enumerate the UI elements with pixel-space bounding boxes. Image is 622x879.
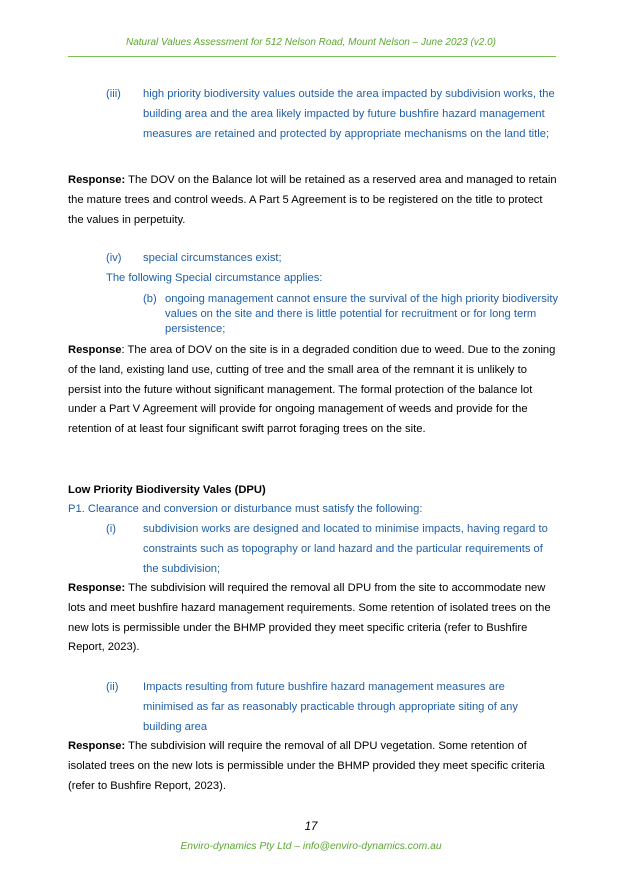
p1-criterion: P1. Clearance and conversion or disturbance must satisfy the following: (68, 503, 423, 515)
response-label: Response (68, 344, 122, 356)
header-rule (68, 56, 556, 57)
criterion-iii-number: (iii) (106, 88, 121, 100)
response-paragraph (68, 737, 558, 796)
page-footer: Enviro-dynamics Pty Ltd – info@enviro-dynamics.com.au (180, 841, 442, 852)
response-label: Response: (68, 174, 126, 186)
response-paragraph (68, 171, 558, 230)
response-text: The subdivision will require the removal of all DPU vegetation. Some retention of isolated trees on the new lots is permissible under the BHMP provided they meet specific criteria (refer to Bushfire Report, 2023). (68, 740, 545, 792)
response-paragraph (68, 579, 558, 658)
criterion-ii-text: Impacts resulting from future bushfire hazard management measures are minimised as far as reasonably practicable through appropriate siting of any building area (143, 681, 518, 733)
criterion-iv-text: special circumstances exist; (143, 252, 282, 264)
circumstance-b-number: (b) (143, 293, 157, 305)
criterion-ii-number: (ii) (106, 681, 119, 693)
criterion-i-number: (i) (106, 523, 116, 535)
criterion-i-text: subdivision works are designed and located to minimise impacts, having regard to constraints such as topography or land hazard and the particular requirements of the subdivision; (143, 523, 548, 575)
response-label: Response: (68, 740, 126, 752)
response-text: : The area of DOV on the site is in a degraded condition due to weed. Due to the zoning of the land, existing land use, cutting of tree and the small area of the remnant it is unlikely to persist into the future without significant management. The formal protection of the balance lot under a Part V Agreement will provide for ongoing management of weeds and provide for the retention of at least four significant swift parrot foraging trees on the site. (68, 344, 556, 436)
page-number: 17 (304, 821, 318, 833)
response-text: The DOV on the Balance lot will be retained as a reserved area and managed to retain the mature trees and control weeds. A Part 5 Agreement is to be registered on the title to protect the values in perpetuity. (68, 174, 557, 226)
criterion-iv-number: (iv) (106, 252, 122, 264)
section-heading: Low Priority Biodiversity Vales (DPU) (68, 484, 266, 496)
circumstance-b-text: ongoing management cannot ensure the survival of the high priority biodiversity values on the site and there is little potential for recruitment or for long term persistence; (165, 293, 559, 335)
page-header: Natural Values Assessment for 512 Nelson Road, Mount Nelson – June 2023 (v2.0) (125, 37, 496, 48)
response-paragraph (68, 341, 558, 440)
special-circumstance-intro: The following Special circumstance applies: (106, 272, 323, 284)
response-text: The subdivision will required the removal all DPU from the site to accommodate new lots and meet bushfire hazard management requirements. Some retention of isolated trees on the new lots is permissible under the BHMP provided they meet specific criteria (refer to Bushfire Report, 2023). (68, 582, 551, 654)
response-label: Response: (68, 582, 126, 594)
criterion-iii-text: high priority biodiversity values outside the area impacted by subdivision works, the building area and the area likely impacted by future bushfire hazard management measures are retained and protected by appropriate mechanisms on the land title; (143, 88, 555, 140)
